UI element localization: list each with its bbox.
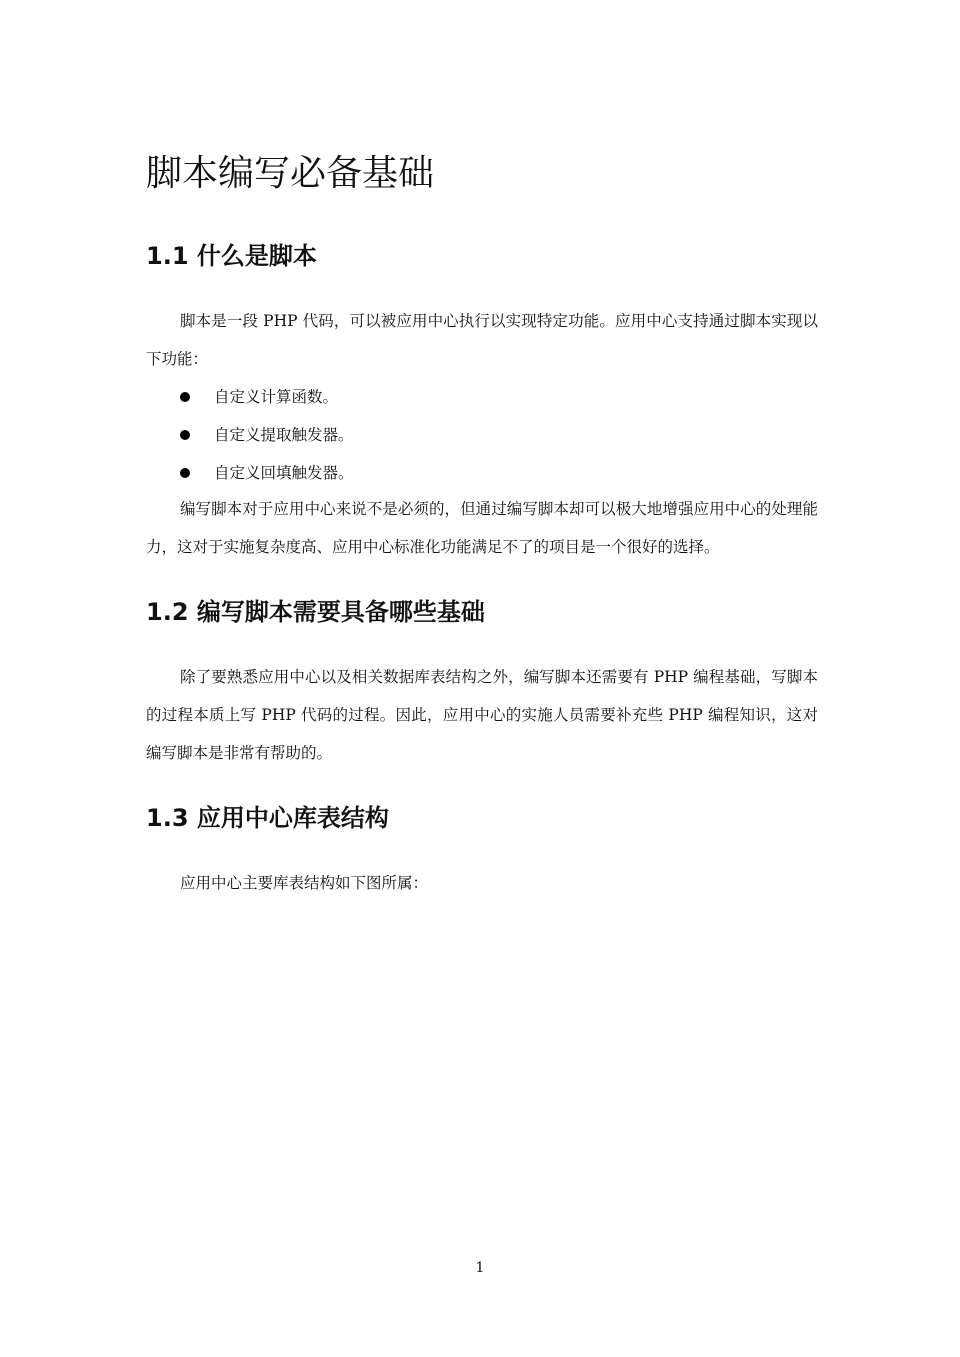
list-item-text: 自定义回填触发器。 <box>214 464 354 482</box>
section-1-1-intro: 脚本是一段 PHP 代码，可以被应用中心执行以实现特定功能。应用中心支持通过脚本实现以下功能： <box>146 312 818 368</box>
list-item <box>146 416 354 454</box>
list-item-text: 自定义计算函数。 <box>214 388 339 406</box>
section-1-2-body: 除了要熟悉应用中心以及相关数据库表结构之外，编写脚本还需要有 PHP 编程基础，写脚本的过程本质上写 PHP 代码的过程。因此，应用中心的实施人员需要补充些 PHP 编程知识，这对编写脚本是非常有帮助的。 <box>146 668 818 762</box>
section-1-1-closing: 编写脚本对于应用中心来说不是必须的，但通过编写脚本却可以极大地增强应用中心的处理能力，这对于实施复杂度高、应用中心标准化功能满足不了的项目是一个很好的选择。 <box>146 500 818 556</box>
document-title: 脚本编写必备基础 <box>146 153 435 194</box>
page-number: 1 <box>475 1260 485 1276</box>
bullet-icon <box>180 392 190 402</box>
bullet-icon <box>180 430 190 440</box>
section-heading-1-1: 1.1 什么是脚本 <box>146 242 317 270</box>
list-item-text: 自定义提取触发器。 <box>214 426 354 444</box>
feature-list <box>146 378 354 492</box>
section-heading-1-2: 1.2 编写脚本需要具备哪些基础 <box>146 598 485 626</box>
section-heading-1-3: 1.3 应用中心库表结构 <box>146 804 389 832</box>
bullet-icon <box>180 468 190 478</box>
section-1-3-body: 应用中心主要库表结构如下图所属： <box>180 874 429 892</box>
list-item <box>146 454 354 492</box>
list-item <box>146 378 354 416</box>
